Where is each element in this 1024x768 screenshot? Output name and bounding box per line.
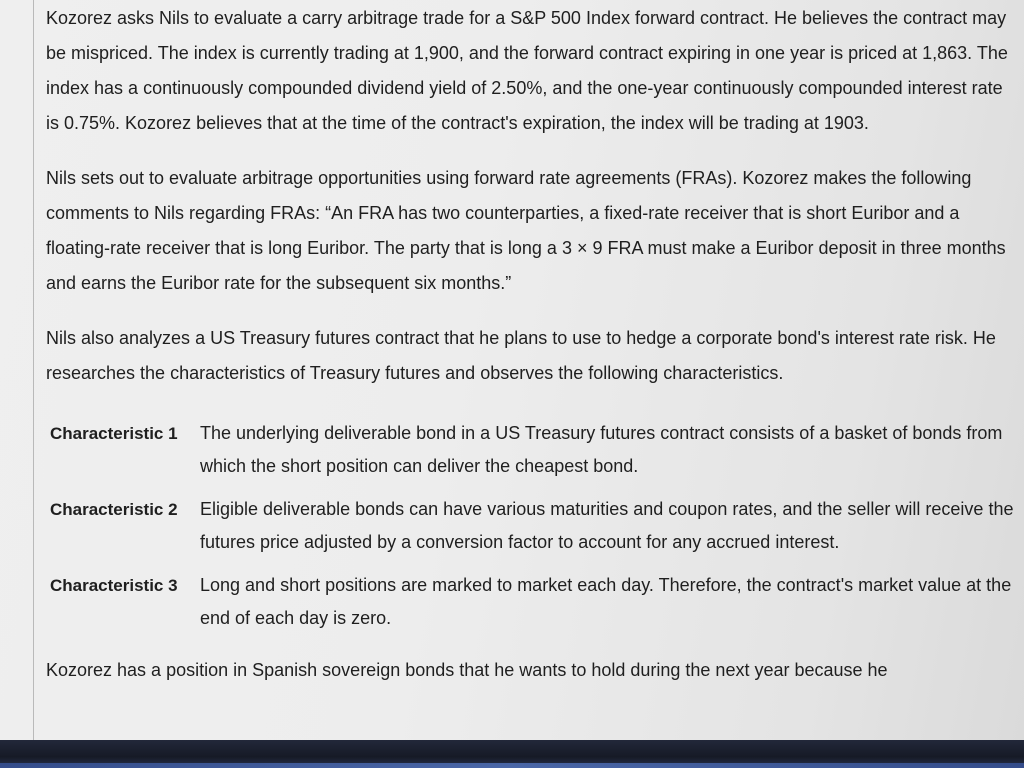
- characteristics-list: [50, 417, 1018, 635]
- paragraph-spanish-bonds: Kozorez has a position in Spanish sovereign bonds that he wants to hold during the next year because he: [46, 660, 888, 680]
- characteristic-label: Characteristic 2: [50, 500, 178, 519]
- characteristic-text: Long and short positions are marked to market each day. Therefore, the contract's market value at the end of each day is zero.: [200, 575, 1012, 628]
- characteristic-label: Characteristic 3: [50, 576, 178, 595]
- characteristic-item: [50, 493, 1018, 559]
- characteristic-item: [50, 569, 1018, 635]
- characteristic-text: Eligible deliverable bonds can have various maturities and coupon rates, and the seller will receive the futures price adjusted by a conversion factor to account for any accrued interest.: [200, 499, 1014, 552]
- characteristic-item: [50, 417, 1018, 483]
- paragraph-fra: Nils sets out to evaluate arbitrage opportunities using forward rate agreements (FRAs). Kozorez makes the following comments to Nils regarding FRAs: “An FRA has two counterparties, a fixed-rate receiver that is short Euribor and a floating-rate receiver that is long Euribor. The party that is long a 3 × 9 FRA must make a Euribor deposit in three months and earns the Euribor rate for the subsequent six months.”: [46, 168, 1006, 293]
- screen-bottom-accent: [0, 763, 1024, 768]
- characteristic-label: Characteristic 1: [50, 424, 178, 443]
- document-content: [46, 0, 1018, 688]
- paragraph-carry-arbitrage: Kozorez asks Nils to evaluate a carry arbitrage trade for a S&P 500 Index forward contract. He believes the contract may be mispriced. The index is currently trading at 1,900, and the forward contract expiring in one year is priced at 1,863. The index has a continuously compounded dividend yield of 2.50%, and the one-year continuously compounded interest rate is 0.75%. Kozorez believes that at the time of the contract's expiration, the index will be trading at 1903.: [46, 8, 1008, 133]
- margin-rule: [33, 0, 34, 740]
- paragraph-treasury-futures: Nils also analyzes a US Treasury futures contract that he plans to use to hedge a corporate bond's interest rate risk. He researches the characteristics of Treasury futures and observes the following characteristics.: [46, 328, 996, 383]
- characteristic-text: The underlying deliverable bond in a US Treasury futures contract consists of a basket of bonds from which the short position can deliver the cheapest bond.: [200, 423, 1003, 476]
